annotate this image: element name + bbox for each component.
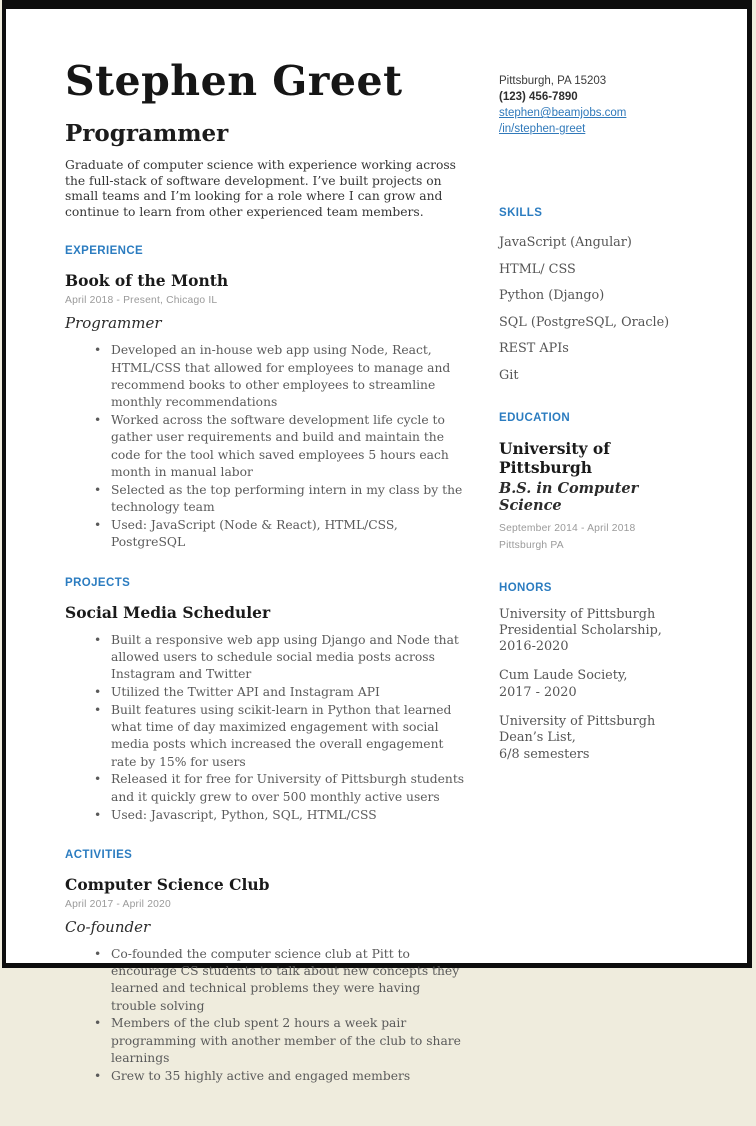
resume-sheet: [2, 0, 752, 968]
resume-columns: [6, 9, 747, 1126]
honors-line: 2017 - 2020: [499, 685, 691, 701]
experience-bullet-list: [65, 342, 465, 551]
honors-line: Presidential Scholarship,: [499, 623, 691, 639]
project-bullet-list: [65, 632, 465, 824]
right-column: [499, 59, 691, 1086]
activities-bullet-list: [65, 946, 465, 1085]
experience-heading: EXPERIENCE: [65, 245, 465, 257]
honors-line: University of Pittsburgh: [499, 714, 691, 730]
project-bullet: • Utilized the Twitter API and Instagram API: [94, 684, 465, 701]
activities-heading: ACTIVITIES: [65, 849, 465, 861]
summary-paragraph: Graduate of computer science with experience working across the full-stack of software development. I’ve built projects on small teams and I’m looking for a role where I can grow and continue to learn from other experienced team members.: [65, 158, 465, 220]
education-dates: September 2014 - April 2018: [499, 523, 691, 534]
honors-line: Dean’s List,: [499, 730, 691, 746]
activities-bullet: • Co-founded the computer science club at Pitt to encourage CS students to talk about new concepts they learned and technical problems they were having trouble solving: [94, 946, 465, 1015]
activities-org: Computer Science Club: [65, 875, 465, 894]
skills-heading: SKILLS: [499, 207, 691, 219]
contact-block: [499, 73, 691, 137]
person-name: Stephen Greet: [65, 59, 465, 104]
project-bullet: • Built features using scikit-learn in Python that learned what time of day maximized engagement with social media posts which increased the overall engagement rate by 15% for users: [94, 702, 465, 771]
activities-bullet: • Grew to 35 highly active and engaged members: [94, 1068, 465, 1085]
activities-role: Co-founder: [65, 918, 465, 936]
education-location: Pittsburgh PA: [499, 540, 691, 551]
project-bullet: • Built a responsive web app using Django and Node that allowed users to schedule social media posts across Instagram and Twitter: [94, 632, 465, 684]
project-bullet: • Used: Javascript, Python, SQL, HTML/CSS: [94, 807, 465, 824]
project-title: Social Media Scheduler: [65, 603, 465, 622]
education-school: University of Pittsburgh: [499, 439, 691, 477]
skill-item: SQL (PostgreSQL, Oracle): [499, 315, 691, 330]
job-title: Programmer: [65, 120, 465, 147]
experience-company: Book of the Month: [65, 271, 465, 290]
education-heading: EDUCATION: [499, 412, 691, 424]
honors-heading: HONORS: [499, 582, 691, 594]
honors-line: 6/8 semesters: [499, 747, 691, 763]
honors-item: [499, 714, 691, 763]
experience-bullet: • Used: JavaScript (Node & React), HTML/CSS, PostgreSQL: [94, 517, 465, 552]
skill-item: HTML/ CSS: [499, 262, 691, 277]
experience-bullet: • Worked across the software development life cycle to gather user requirements and build and maintain the code for the tool which saved employees 5 hours each month in manual labor: [94, 412, 465, 481]
experience-dates: April 2018 - Present, Chicago IL: [65, 295, 465, 306]
contact-email-link[interactable]: stephen@beamjobs.com: [499, 105, 691, 121]
skill-item: REST APIs: [499, 341, 691, 356]
experience-bullet: • Selected as the top performing intern in my class by the technology team: [94, 482, 465, 517]
skill-item: Git: [499, 368, 691, 383]
project-bullet: • Released it for free for University of Pittsburgh students and it quickly grew to over 500 monthly active users: [94, 771, 465, 806]
projects-heading: PROJECTS: [65, 577, 465, 589]
experience-role: Programmer: [65, 314, 465, 332]
skills-list: [499, 235, 691, 383]
contact-linkedin-link[interactable]: /in/stephen-greet: [499, 121, 691, 137]
experience-bullet: • Developed an in-house web app using Node, React, HTML/CSS that allowed for employees to manage and recommend books to other employees to streamline monthly recommendations: [94, 342, 465, 411]
skill-item: Python (Django): [499, 288, 691, 303]
contact-location: Pittsburgh, PA 15203: [499, 73, 691, 89]
education-degree: B.S. in Computer Science: [499, 480, 691, 514]
activities-bullet: • Members of the club spent 2 hours a week pair programming with another member of the club to share learnings: [94, 1015, 465, 1067]
left-column: [65, 59, 465, 1086]
contact-phone: (123) 456-7890: [499, 89, 691, 105]
honors-item: [499, 668, 691, 701]
honors-line: 2016-2020: [499, 639, 691, 655]
skill-item: JavaScript (Angular): [499, 235, 691, 250]
activities-dates: April 2017 - April 2020: [65, 899, 465, 910]
honors-line: University of Pittsburgh: [499, 607, 691, 623]
honors-line: Cum Laude Society,: [499, 668, 691, 684]
honors-item: [499, 607, 691, 656]
